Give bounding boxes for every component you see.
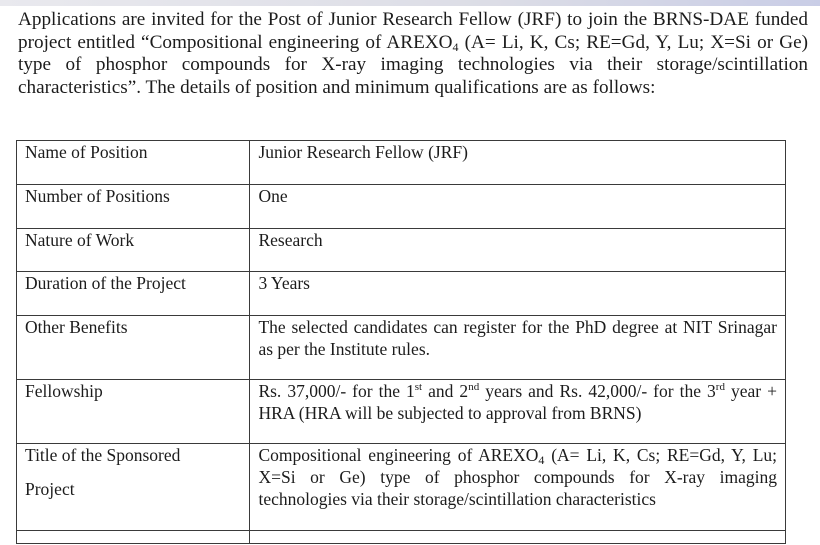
row-value-nature-of-work: Research — [250, 229, 786, 272]
project-title-subscript: 4 — [538, 453, 545, 467]
intro-text-part1: Applications are invited for the Post of Junior Research Fellow (JRF) to join the BRNS-DAE funded project entitled “Compositional engineering of AREXO — [18, 9, 808, 53]
top-edge-strip — [0, 0, 820, 6]
cutoff-cell-right — [250, 531, 786, 544]
table-row-cutoff — [17, 531, 786, 544]
table-row — [17, 185, 786, 229]
row-value-fellowship — [250, 380, 786, 444]
intro-text-part2: (A= Li, K, Cs; RE=Gd, Y, Lu; X=Si or Ge) type of phosphor compounds for X-ray imaging technologies via their storage/scintillation characteristics”. The details of position and minimum qualifications are as follows: — [18, 31, 808, 98]
fellowship-sup-rd: rd — [715, 381, 725, 393]
table-row — [17, 141, 786, 185]
project-title-part2: (A= Li, K, Cs; RE=Gd, Y, Lu; X=Si or Ge) type of phosphor compounds for X-ray imaging technologies via their storage/scintillation characteristics — [258, 445, 777, 509]
row-label-nature-of-work: Nature of Work — [17, 229, 250, 272]
row-value-duration: 3 Years — [250, 272, 786, 316]
row-label-name-of-position: Name of Position — [17, 141, 250, 185]
cutoff-cell-left — [17, 531, 250, 544]
sponsored-label-line1: Title of the Sponsored — [25, 445, 181, 465]
row-label-sponsored-project — [17, 444, 250, 531]
table-row — [17, 272, 786, 316]
fellowship-text-c: years and Rs. 42,000/- for the 3 — [479, 381, 716, 401]
fellowship-sup-nd: nd — [468, 381, 480, 393]
project-title-part1: Compositional engineering of AREXO — [258, 445, 539, 465]
table-row — [17, 229, 786, 272]
intro-subscript: 4 — [452, 39, 459, 54]
row-value-name-of-position: Junior Research Fellow (JRF) — [250, 141, 786, 185]
fellowship-text-d: year + HRA (HRA will be subjected to approval from BRNS) — [258, 381, 777, 423]
table-row — [17, 380, 786, 444]
sponsored-label-line2: Project — [25, 479, 75, 499]
row-label-other-benefits: Other Benefits — [17, 316, 250, 380]
table-row — [17, 316, 786, 380]
intro-paragraph — [18, 9, 808, 99]
row-label-duration: Duration of the Project — [17, 272, 250, 316]
position-details-table — [16, 140, 786, 544]
row-value-sponsored-project — [250, 444, 786, 531]
fellowship-text-b: and 2 — [422, 381, 469, 401]
row-label-number-of-positions: Number of Positions — [17, 185, 250, 229]
fellowship-sup-st: st — [414, 381, 423, 393]
row-value-number-of-positions: One — [250, 185, 786, 229]
row-value-other-benefits: The selected candidates can register for the PhD degree at NIT Srinagar as per the Institute rules. — [250, 316, 786, 380]
row-label-fellowship: Fellowship — [17, 380, 250, 444]
fellowship-text-a: Rs. 37,000/- for the 1 — [258, 381, 415, 401]
table-row — [17, 444, 786, 531]
